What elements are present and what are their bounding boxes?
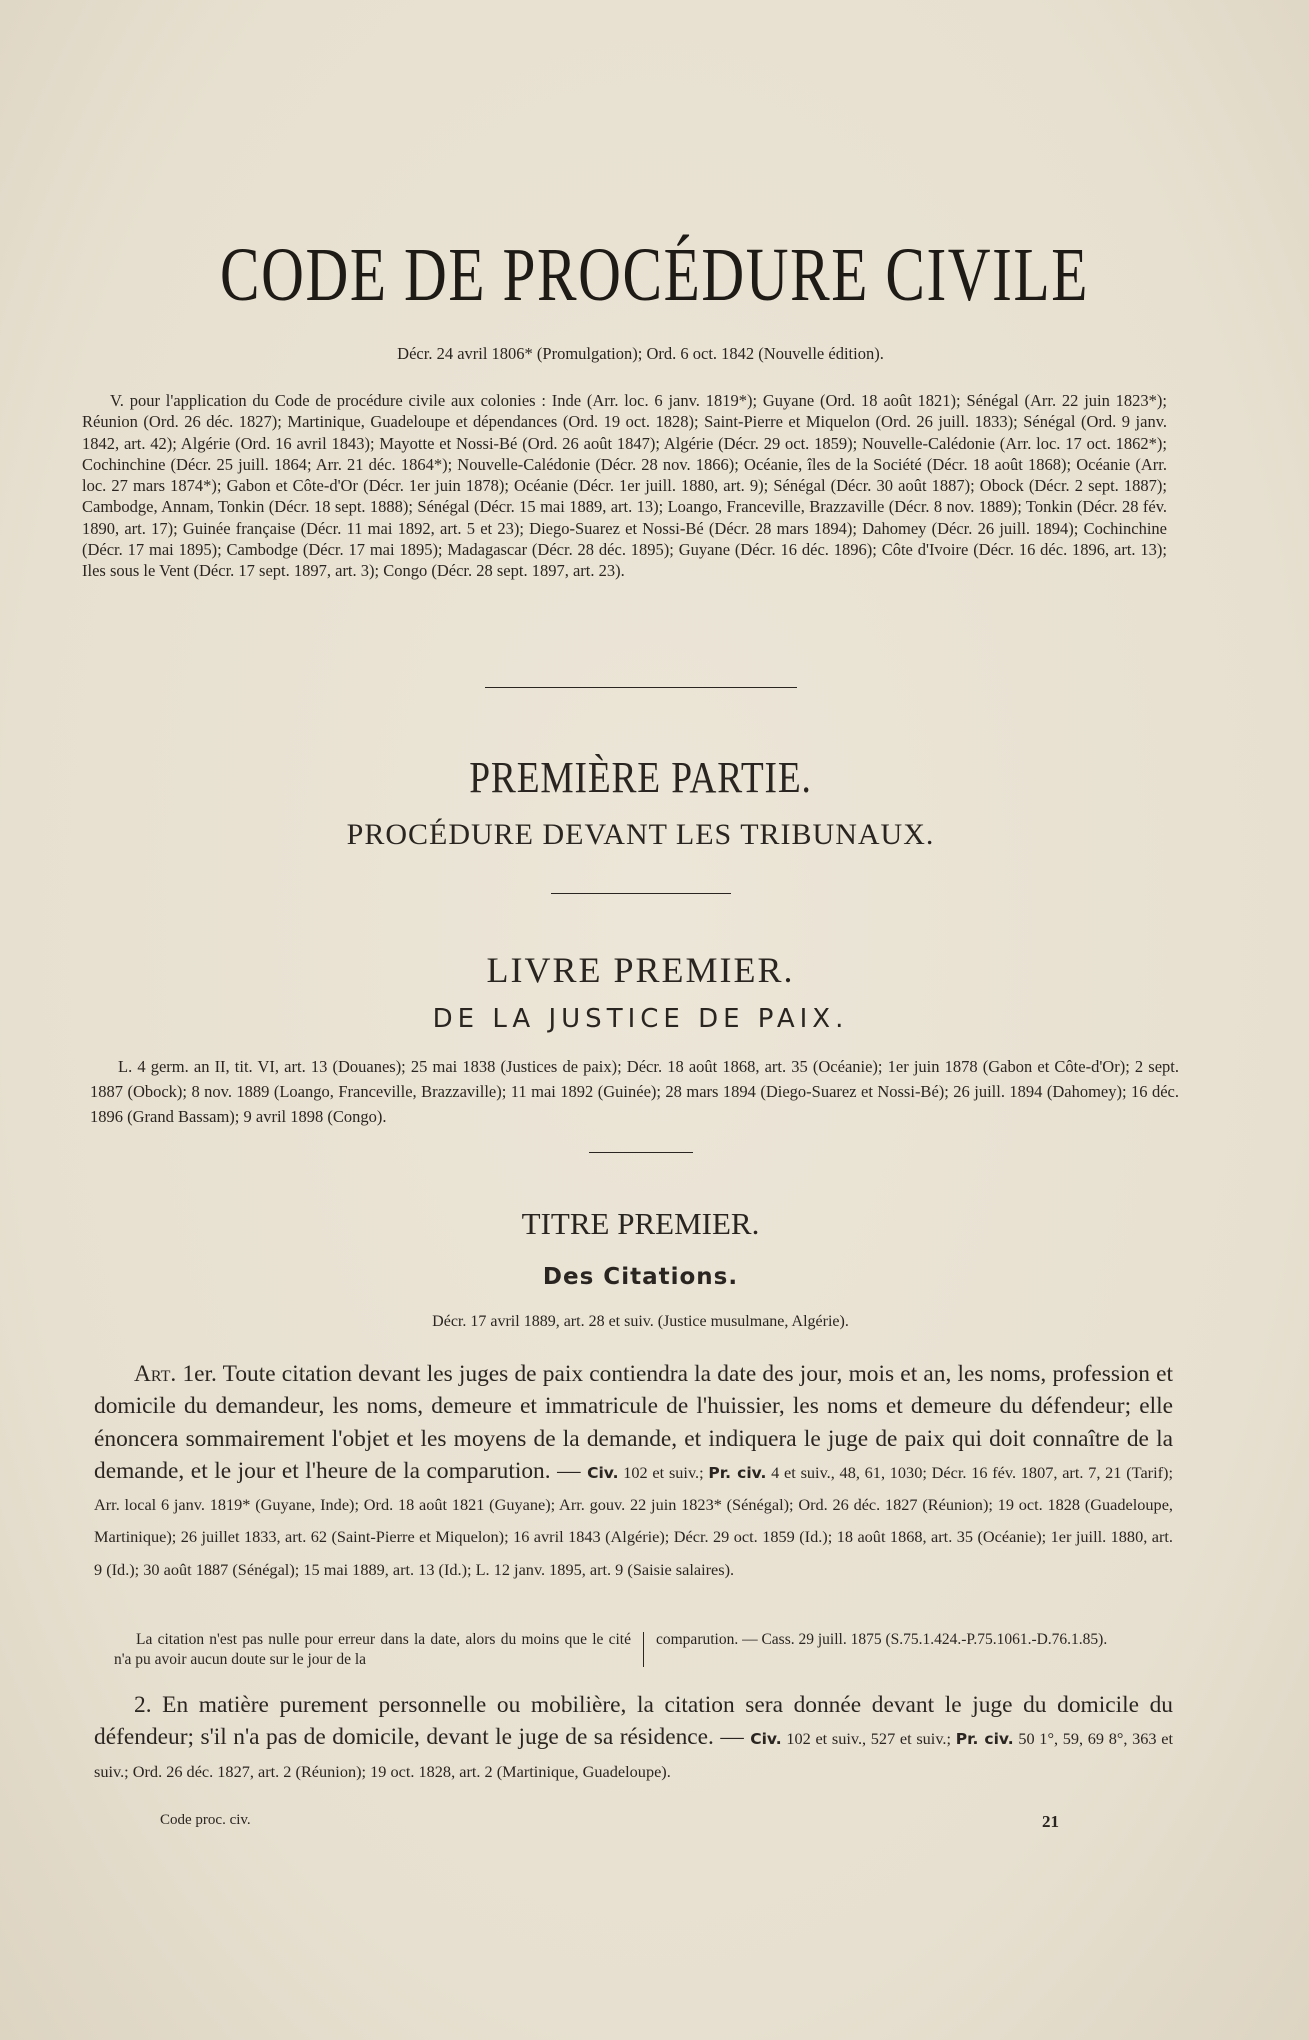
promulgation-block [92, 344, 1189, 364]
article-2-refs: 50 1°, 59, 69 8°, 363 et suiv.; Ord. 26 déc. 1827, art. 2 (Réunion); 19 oct. 1828, art. 2 (Martinique, Guadeloupe). [94, 1729, 1173, 1781]
pr-civ-ref-label: Pr. civ. [955, 1730, 1014, 1749]
section-divider-2 [92, 1152, 1189, 1153]
jurisprudence-right: comparution. — Cass. 29 juill. 1875 (S.75.1.424.-P.75.1061.-D.76.1.85). [656, 1631, 1108, 1648]
civ-ref-label: Civ. [750, 1730, 782, 1749]
colonies-note-block [82, 390, 1167, 582]
divider-rule [589, 1152, 693, 1153]
titre-heading [92, 1206, 1189, 1242]
livre-note-block [90, 1054, 1179, 1129]
article-label: Art. [134, 1361, 177, 1387]
livre-note: L. 4 germ. an II, tit. VI, art. 13 (Douanes); 25 mai 1838 (Justices de paix); Décr. 18 août 1868, art. 35 (Océanie); 1er juin 1878 (Gabon et Côte-d'Or); 2 sept. 1887 (Obock); 8 nov. 1889 (Loango, Franceville, Brazzaville); 11 mai 1892 (Guinée); 28 mars 1894 (Diego-Suarez et Nossi-Bé); 26 juill. 1894 (Dahomey); 16 déc. 1896 (Grand Bassam); 9 avril 1898 (Congo). [90, 1057, 1179, 1126]
section-divider-1 [92, 893, 1189, 894]
article-2 [94, 1689, 1173, 1786]
main-title: CODE DE PROCÉDURE CIVILE [220, 233, 1089, 317]
livre-title: LIVRE PREMIER. [486, 950, 795, 990]
divider-rule [551, 893, 731, 894]
livre-heading [92, 949, 1189, 991]
ornament-divider [92, 687, 1189, 688]
article-2-number: 2. [134, 1692, 152, 1718]
colonies-note: V. pour l'application du Code de procédure civile aux colonies : Inde (Arr. loc. 6 janv. 1819*); Guyane (Ord. 18 août 1821); Sénégal (Arr. 22 juin 1823*); Réunion (Ord. 26 déc. 1827); Martinique, Guadeloupe et dépendances (Ord. 19 oct. 1828); Saint-Pierre et Miquelon (Ord. 26 juill. 1833); Sénégal (Ord. 9 janv. 1842, art. 42); Algérie (Ord. 16 avril 1843); Mayotte et Nossi-Bé (Ord. 26 août 1847); Algérie (Décr. 29 oct. 1859); Nouvelle-Calédonie (Arr. loc. 17 oct. 1862*); Cochinchine (Décr. 25 juill. 1864; Arr. 21 déc. 1864*); Nouvelle-Calédonie (Décr. 28 nov. 1866); Océanie, îles de la Société (Décr. 18 août 1868); Océanie (Arr. loc. 27 mars 1874*); Gabon et Côte-d'Or (Décr. 1er juin 1878); Océanie (Décr. 1er juill. 1880, art. 9); Sénégal (Décr. 30 août 1887); Obock (Décr. 2 sept. 1887); Cambodge, Annam, Tonkin (Décr. 18 sept. 1888); Sénégal (Décr. 15 mai 1889, art. 13); Loango, Franceville, Brazzaville (Décr. 8 nov. 1889); Tonkin (Décr. 28 fév. 1890, art. 17); Guinée française (Décr. 11 mai 1892, art. 5 et 23); Diego-Suarez et Nossi-Bé (Décr. 28 mars 1894); Dahomey (Décr. 26 juill. 1894); Cochinchine (Décr. 17 mai 1895); Cambodge (Décr. 17 mai 1895); Madagascar (Décr. 28 déc. 1895); Guyane (Décr. 16 déc. 1896); Côte d'Ivoire (Décr. 16 déc. 1896, art. 13); Iles sous le Vent (Décr. 17 sept. 1897, art. 3); Congo (Décr. 28 sept. 1897, art. 23). [82, 391, 1167, 581]
article-1-body: Toute citation devant les juges de paix contiendra la date des jour, mois et an, les noms, profession et domicile du demandeur, les noms, demeure et immatricule de l'huissier, les noms et demeure du défendeur; elle énoncera sommairement l'objet et les moyens de la demande, et indiquera le juge de paix qui doit connaître de la demande, et le jour et l'heure de la comparution. — [94, 1361, 1173, 1484]
titre-subtitle: Des Citations. [542, 1264, 739, 1290]
titre-subheading [92, 1264, 1189, 1290]
article-1-number: 1er. [182, 1361, 217, 1387]
promulgation-line: Décr. 24 avril 1806* (Promulgation); Ord. 6 oct. 1842 (Nouvelle édition). [397, 344, 884, 363]
article-1 [94, 1358, 1173, 1584]
partie-heading [92, 752, 1189, 803]
civ-ref-label: Civ. [587, 1463, 619, 1482]
article-1-refs: 4 et suiv., 48, 61, 1030; Décr. 16 fév. 1807, art. 7, 21 (Tarif); Arr. local 6 janv. 1819* (Guyane, Inde); Ord. 18 août 1821 (Guyane); Arr. gouv. 22 juin 1823* (Sénégal); Ord. 26 déc. 1827 (Réunion); 19 oct. 1828 (Guadeloupe, Martinique); 26 juillet 1833, art. 62 (Saint-Pierre et Miquelon); 16 avril 1843 (Algérie); Décr. 29 oct. 1859 (Id.); 18 août 1868, art. 35 (Océanie); 1er juill. 1880, art. 9 (Id.); 30 août 1887 (Sénégal); 15 mai 1889, art. 13 (Id.); L. 12 janv. 1895, art. 9 (Saisie salaires). [94, 1462, 1173, 1579]
article-1-text [94, 1358, 1173, 1584]
page-footer [160, 1812, 1059, 1832]
partie-title: PREMIÈRE PARTIE. [469, 753, 812, 802]
partie-subheading [92, 818, 1189, 852]
article-2-text [94, 1689, 1173, 1786]
jurisprudence-left: La citation n'est pas nulle pour erreur dans la date, alors du moins que le cité n'a pu avoir aucun doute sur le jour de la [114, 1631, 631, 1668]
page-number: 21 [1042, 1812, 1059, 1831]
column-separator [643, 1632, 644, 1667]
article-2-body: En matière purement personnelle ou mobilière, la citation sera donnée devant le juge du domicile du défendeur; s'il n'a pas de domicile, devant le juge de sa résidence. — [94, 1692, 1173, 1751]
partie-subtitle: PROCÉDURE DEVANT LES TRIBUNAUX. [346, 818, 935, 851]
titre-title: TITRE PREMIER. [521, 1206, 760, 1241]
jurisprudence-notes [114, 1630, 1173, 1669]
civ-refs: 102 et suiv., 527 et suiv.; [781, 1729, 956, 1749]
divider-rule [485, 687, 797, 688]
livre-subtitle: DE LA JUSTICE DE PAIX. [432, 1004, 849, 1034]
titre-note-block [92, 1313, 1189, 1331]
titre-note: Décr. 17 avril 1889, art. 28 et suiv. (Justice musulmane, Algérie). [432, 1313, 849, 1330]
pr-civ-ref-label: Pr. civ. [708, 1463, 767, 1482]
footer-running-title: Code proc. civ. [160, 1812, 251, 1828]
livre-subheading [92, 1004, 1189, 1034]
civ-refs: 102 et suiv.; [618, 1462, 709, 1482]
